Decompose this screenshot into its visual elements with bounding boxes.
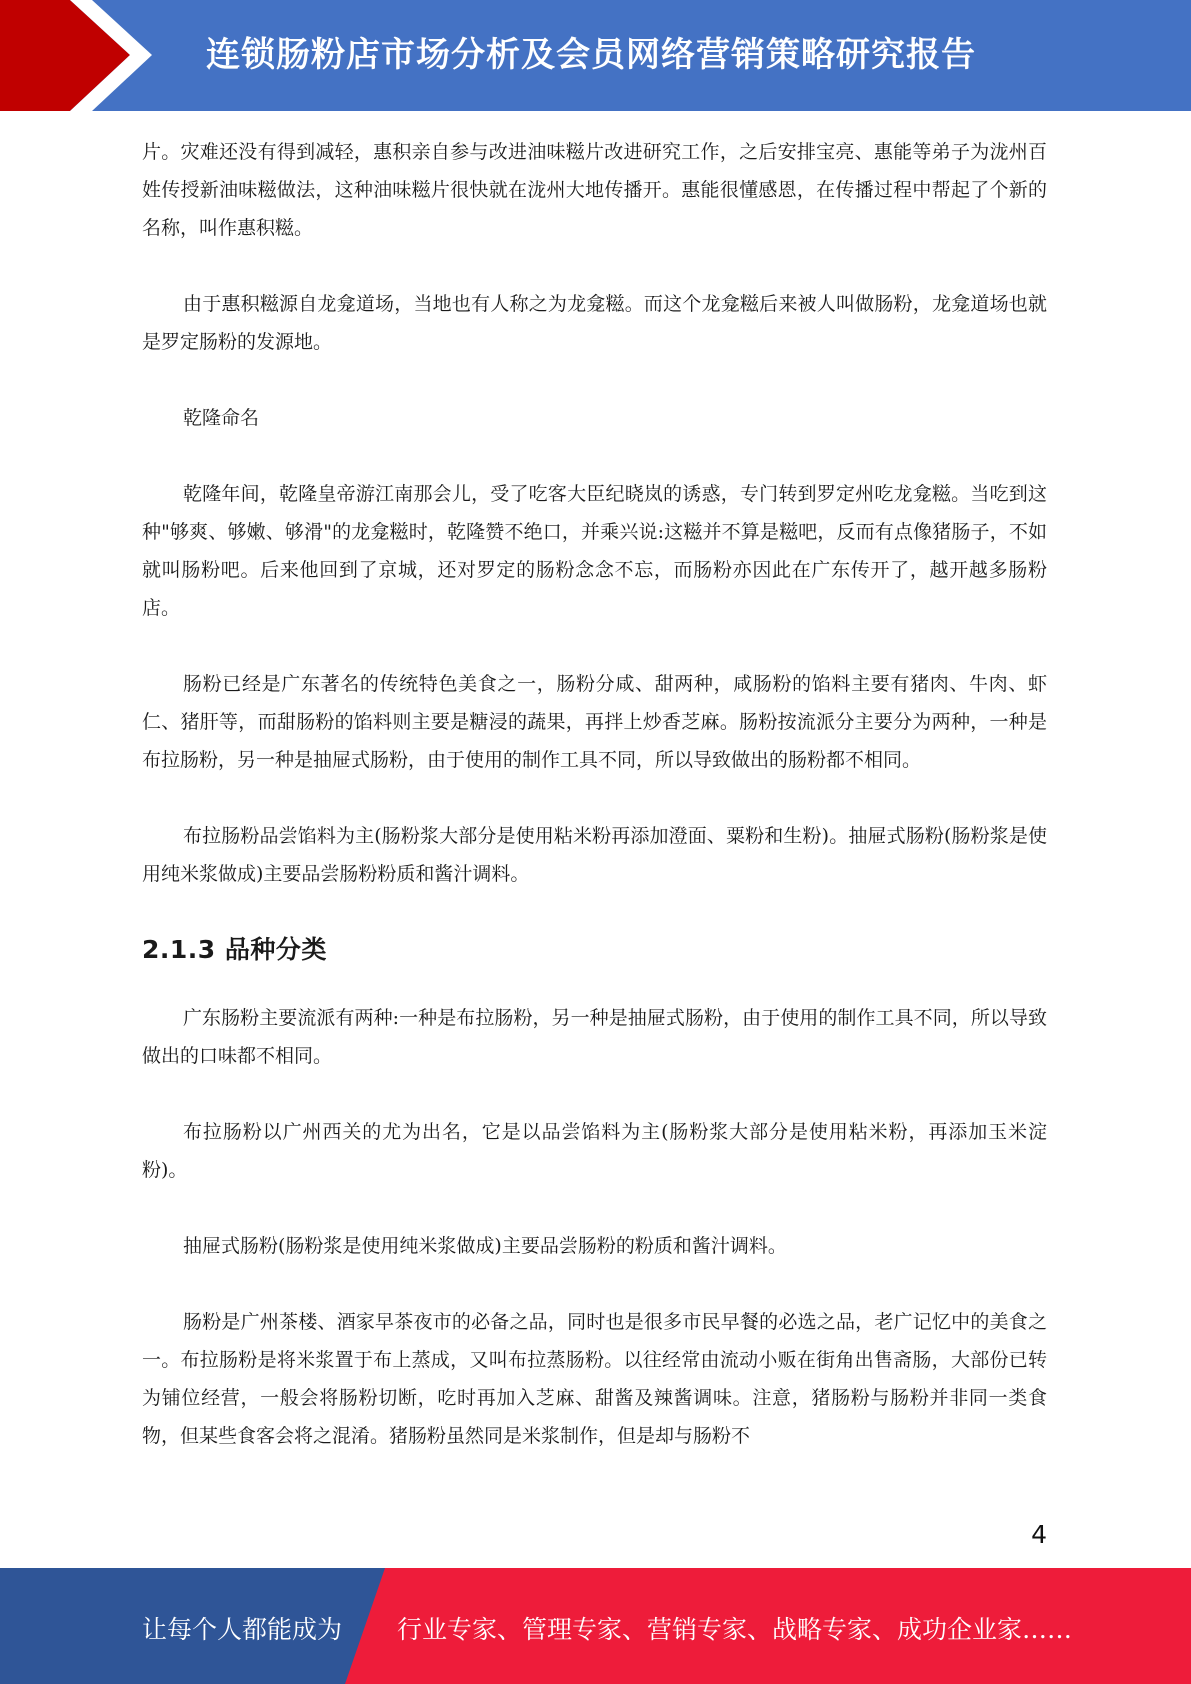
section-heading: 2.1.3 品种分类 [142, 935, 327, 964]
footer-slogan-right: 行业专家、管理专家、营销专家、战略专家、成功企业家…… [397, 1615, 1073, 1644]
footer-slogan-left: 让每个人都能成为 [142, 1615, 343, 1644]
body-paragraph: 片。灾难还没有得到减轻，惠积亲自参与改进油味糍片改进研究工作，之后安排宝亮、惠能等弟子为泷州百姓传授新油味糍做法，这种油味糍片很快就在泷州大地传播开。惠能很懂感恩，在传播过程中帮起了个新的名称，叫作惠积糍。 [142, 141, 1047, 239]
header-chevron-decoration [0, 0, 160, 111]
body-paragraph: 肠粉是广州茶楼、酒家早茶夜市的必备之品，同时也是很多市民早餐的必选之品，老广记忆中的美食之一。布拉肠粉是将米浆置于布上蒸成，又叫布拉蒸肠粉。以往经常由流动小贩在街角出售斋肠，大部份已转为铺位经营，一般会将肠粉切断，吃时再加入芝麻、甜酱及辣酱调味。注意，猪肠粉与肠粉并非同一类食物，但某些食客会将之混淆。猪肠粉虽然同是米浆制作，但是却与肠粉不 [142, 1311, 1047, 1447]
body-paragraph: 布拉肠粉以广州西关的尤为出名，它是以品尝馅料为主(肠粉浆大部分是使用粘米粉，再添加玉米淀粉)。 [142, 1121, 1047, 1181]
body-paragraph: 乾隆年间，乾隆皇帝游江南那会儿，受了吃客大臣纪晓岚的诱惑，专门转到罗定州吃龙龛糍。当吃到这种"够爽、够嫩、够滑"的龙龛糍时，乾隆赞不绝口，并乘兴说:这糍并不算是糍吧，反而有点像猪肠子，不如就叫肠粉吧。后来他回到了京城，还对罗定的肠粉念念不忘，而肠粉亦因此在广东传开了，越开越多肠粉店。 [142, 483, 1047, 619]
page-footer [0, 1568, 1191, 1684]
body-paragraph: 肠粉已经是广东著名的传统特色美食之一，肠粉分咸、甜两种，咸肠粉的馅料主要有猪肉、牛肉、虾仁、猪肝等，而甜肠粉的馅料则主要是糖浸的蔬果，再拌上炒香芝麻。肠粉按流派分主要分为两种，一种是布拉肠粉，另一种是抽屉式肠粉，由于使用的制作工具不同，所以导致做出的肠粉都不相同。 [142, 673, 1047, 771]
body-paragraph: 抽屉式肠粉(肠粉浆是使用纯米浆做成)主要品尝肠粉的粉质和酱汁调料。 [183, 1235, 787, 1257]
body-paragraph: 由于惠积糍源自龙龛道场，当地也有人称之为龙龛糍。而这个龙龛糍后来被人叫做肠粉，龙龛道场也就是罗定肠粉的发源地。 [142, 293, 1047, 353]
subsection-label: 乾隆命名 [183, 407, 260, 429]
document-body [142, 133, 1047, 1493]
page-number: 4 [1031, 1520, 1047, 1549]
body-paragraph: 布拉肠粉品尝馅料为主(肠粉浆大部分是使用粘米粉再添加澄面、粟粉和生粉)。抽屉式肠粉(肠粉浆是使用纯米浆做成)主要品尝肠粉粉质和酱汁调料。 [142, 825, 1047, 885]
body-paragraph: 广东肠粉主要流派有两种:一种是布拉肠粉，另一种是抽屉式肠粉，由于使用的制作工具不同，所以导致做出的口味都不相同。 [142, 1007, 1047, 1067]
report-title: 连锁肠粉店市场分析及会员网络营销策略研究报告 [206, 35, 976, 75]
page-header [0, 0, 1191, 111]
